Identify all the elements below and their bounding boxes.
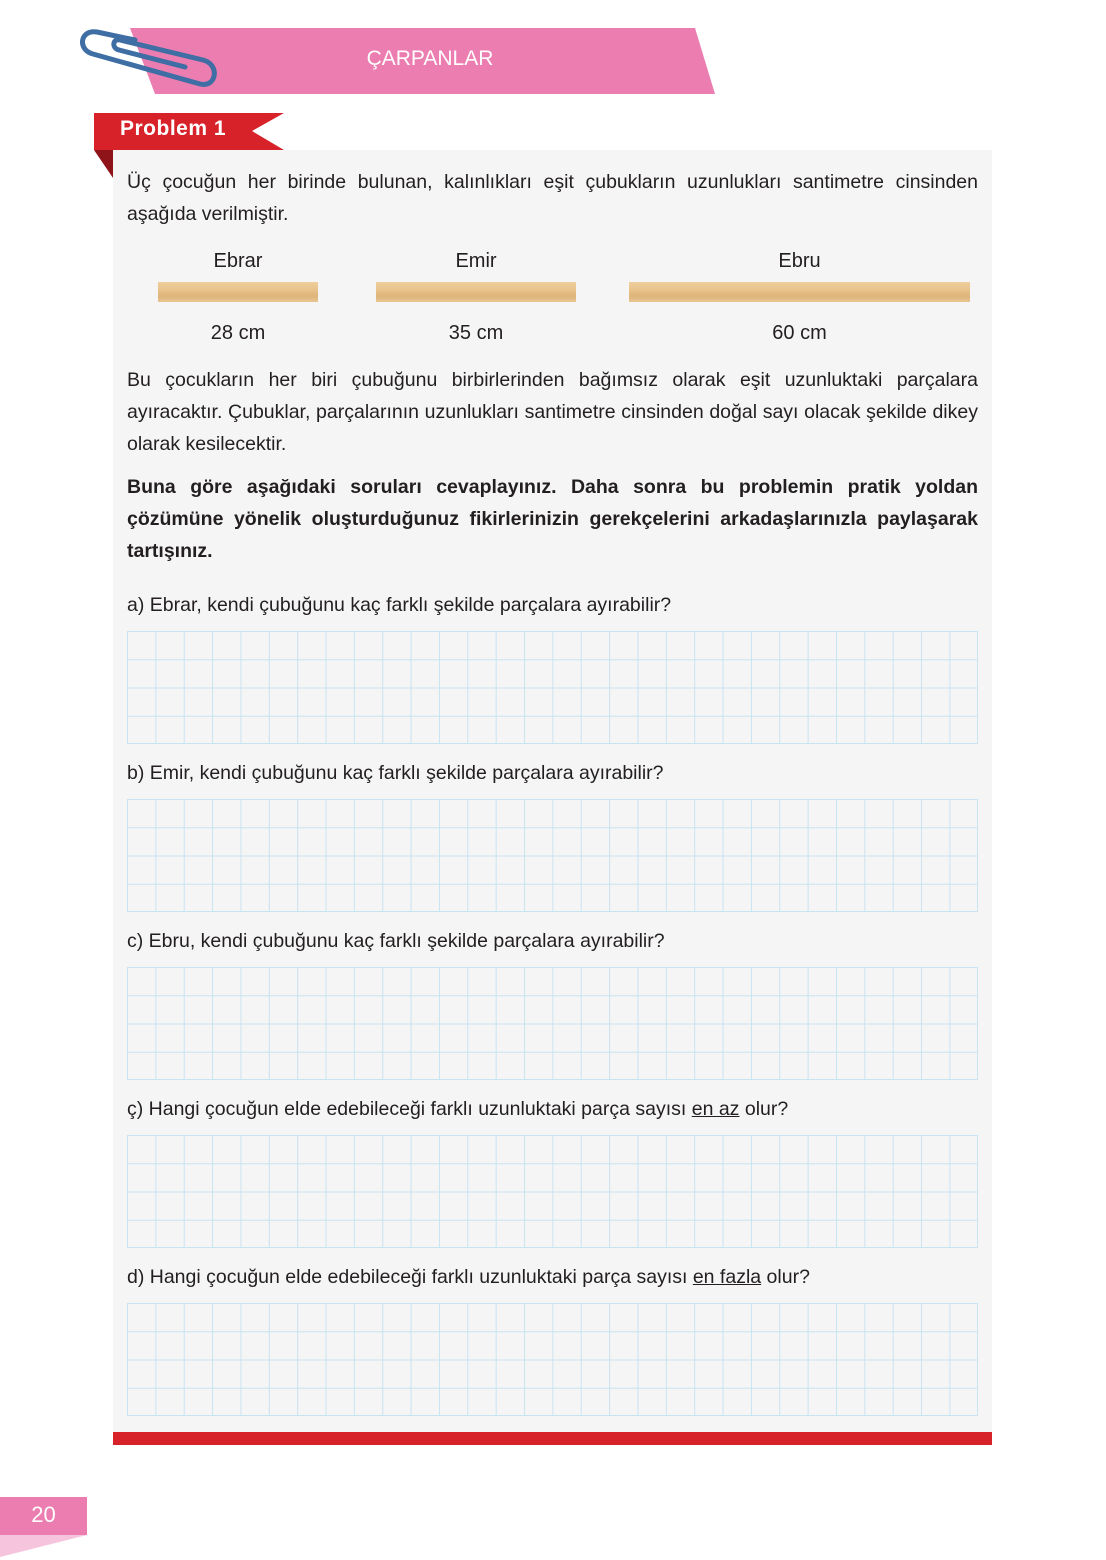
stick-length-emir: 35 cm [448, 322, 504, 344]
question-c: c) Ebru, kendi çubuğunu kaç farklı şekilde parçalara ayırabilir? [127, 930, 665, 952]
question-b: b) Emir, kendi çubuğunu kaç farklı şekilde parçalara ayırabilir? [127, 762, 664, 784]
intro-text: Üç çocuğun her birinde bulunan, kalınlıkları eşit çubukların uzunlukları santimetre cinsinden aşağıda verilmiştir. [127, 171, 978, 225]
stick-name-ebrar: Ebrar [213, 250, 263, 272]
stick-length-ebru: 60 cm [772, 322, 827, 344]
question-text: ç) Hangi çocuğun elde edebileceği farklı uzunluktaki parça sayısı [127, 1098, 692, 1120]
paperclip-icon [75, 22, 225, 97]
stick-name-ebru: Ebru [778, 250, 821, 272]
stick-name-emir: Emir [455, 250, 497, 272]
ribbon-fold [94, 150, 113, 178]
answer-grid-b[interactable] [127, 799, 978, 912]
description-paragraph: Bu çocukların her biri çubuğunu birbirlerinden bağımsız olarak eşit uzunluktaki parçalara ayıracaktır. Çubuklar, parçalarının uzunlukları santimetre cinsinden doğal sayı olacak şekilde dikey olarak kesilecektir. [127, 369, 978, 455]
stick-ebru [629, 282, 970, 302]
question-a: a) Ebrar, kendi çubuğunu kaç farklı şekilde parçalara ayırabilir? [127, 594, 672, 616]
answer-grid-d[interactable] [127, 1303, 978, 1416]
stick-ebrar [158, 282, 318, 302]
stick-emir [376, 282, 576, 302]
instruction-paragraph: Buna göre aşağıdaki soruları cevaplayınız. Daha sonra bu problemin pratik yoldan çözümüne yönelik oluşturduğunuz fikirlerinizin gerekçelerini arkadaşlarınızla paylaşarak tartışınız. [127, 476, 978, 562]
answer-grid-c-cedilla[interactable] [127, 1135, 978, 1248]
question-text: olur? [739, 1098, 789, 1120]
answer-grid-c[interactable] [127, 967, 978, 1080]
problem-label: Problem 1 [120, 117, 227, 140]
page-number: 20 [0, 1497, 87, 1535]
question-text: olur? [761, 1266, 810, 1288]
panel-bottom-bar [113, 1432, 992, 1445]
answer-grid-a[interactable] [127, 631, 978, 744]
chapter-title: ÇARPANLAR [366, 47, 494, 70]
page-number-tail [0, 1535, 87, 1557]
question-c-cedilla [127, 1098, 788, 1121]
emphasis: en fazla [692, 1266, 762, 1288]
stick-length-ebrar: 28 cm [210, 322, 266, 344]
question-text: d) Hangi çocuğun elde edebileceği farklı uzunluktaki parça sayısı [127, 1266, 693, 1288]
emphasis: en az [691, 1098, 740, 1120]
question-d [127, 1266, 810, 1289]
